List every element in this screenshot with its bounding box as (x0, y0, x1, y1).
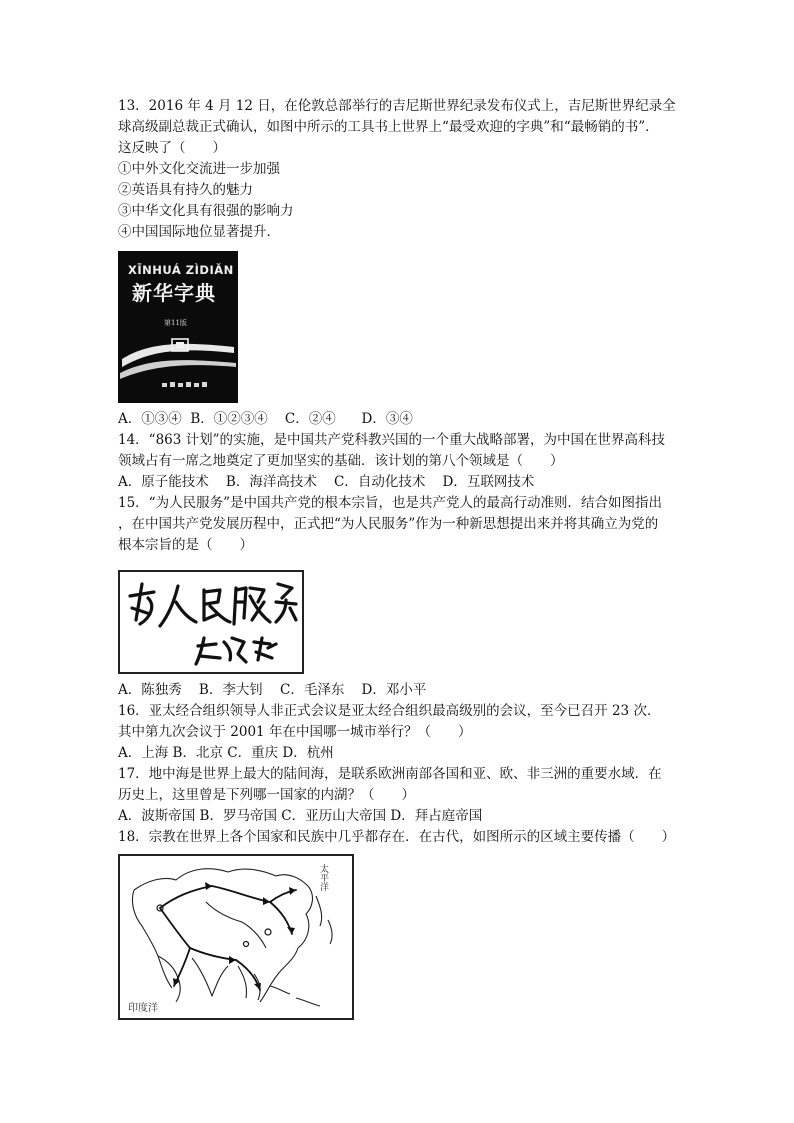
calligraphy-strokes (120, 572, 302, 672)
question-18 (118, 827, 678, 1020)
q17-options: A．波斯帝国 B．罗马帝国 C．亚历山大帝国 D．拜占庭帝国 (118, 808, 483, 824)
q17-stem-line-2: 历史上，这里曾是下列哪一国家的内湖？（ ） (118, 787, 415, 803)
q13-stem-line-1: 13．2016 年 4 月 12 日，在伦敦总部举行的吉尼斯世界纪录发布仪式上，吉尼斯世界纪录全 (118, 98, 676, 114)
q18-stem-line-1: 18．宗教在世界上各个国家和民族中几乎都存在．在古代，如图所示的区域主要传播（ ） (118, 829, 676, 845)
q13-item-4: ④中国国际地位显著提升． (118, 224, 280, 240)
q16-stem-line-1: 16．亚太经合组织领导人非正式会议是亚太经合组织最高级别的会议，至今已召开 23 次． (118, 703, 661, 719)
q15-options: A．陈独秀 B．李大钊 C．毛泽东 D．邓小平 (118, 682, 427, 698)
q13-item-3: ③中华文化具有很强的影响力 (118, 203, 294, 219)
q17-stem-line-1: 17．地中海是世界上最大的陆间海，是联系欧洲南部各国和亚、欧、非三洲的重要水域．在 (118, 766, 662, 782)
q16-options: A．上海 B．北京 C．重庆 D．杭州 (118, 745, 334, 761)
q13-stem-line-3: 这反映了（ ） (118, 140, 226, 156)
q15-stem-line-2: ，在中国共产党发展历程中，正式把“为人民服务”作为一种新思想提出来并将其确立为党的 (118, 516, 659, 532)
religion-spread-map-image (118, 854, 354, 1020)
q14-stem-line-1: 14．“863 计划”的实施，是中国共产党科教兴国的一个重大战略部署，为中国在世界高科技 (118, 432, 666, 448)
q13-item-2: ②英语具有持久的魅力 (118, 182, 253, 198)
dictionary-cover-art (118, 251, 238, 403)
q16-stem-line-2: 其中第九次会议于 2001 年在中国哪一城市举行？（ ） (118, 724, 472, 740)
exam-page (118, 96, 678, 1026)
question-17 (118, 764, 678, 827)
q13-options: A．①③④ B．①②③④ C．②④ D．③④ (118, 411, 413, 427)
question-14 (118, 430, 678, 493)
q14-options: A．原子能技术 B．海洋高技术 C．自动化技术 D．互联网技术 (118, 474, 535, 490)
q14-stem-line-2: 领域占有一席之地奠定了更加坚实的基础．该计划的第八个领域是（ ） (118, 453, 564, 469)
question-16 (118, 701, 678, 764)
map-label-pacific: 太平洋 (318, 864, 328, 891)
q15-stem-line-3: 根本宗旨的是（ ） (118, 537, 253, 553)
question-15 (118, 493, 678, 701)
dictionary-edition: 第11版 (164, 319, 187, 327)
q13-item-1: ①中外文化交流进一步加强 (118, 161, 280, 177)
q13-stem-line-2: 球高级副总裁正式确认，如图中所示的工具书上世界上“最受欢迎的字典”和“最畅销的书”． (118, 119, 659, 135)
dictionary-title: 新华字典 (132, 281, 216, 305)
q15-stem-line-1: 15．“为人民服务”是中国共产党的根本宗旨，也是共产党人的最高行动准则．结合如图指出 (118, 495, 662, 511)
map-label-indian: 印度洋 (128, 1003, 158, 1014)
xinhua-dictionary-cover-image (118, 251, 238, 403)
calligraphy-serve-the-people-image (118, 570, 304, 674)
question-13 (118, 96, 678, 430)
dictionary-pinyin-title: XĪNHUÁ ZÌDIǍN (128, 263, 234, 277)
